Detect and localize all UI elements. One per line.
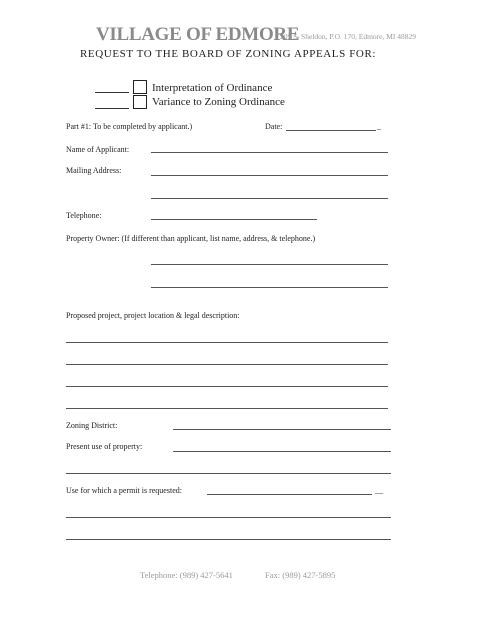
variance-option-label: Variance to Zoning Ordinance (152, 96, 285, 108)
telephone-label: Telephone: (66, 211, 102, 220)
telephone-field[interactable] (151, 219, 317, 220)
present-use-field-2[interactable] (66, 473, 391, 474)
property-owner-field-2[interactable] (151, 287, 388, 288)
request-heading: REQUEST TO THE BOARD OF ZONING APPEALS FOR: (80, 48, 377, 60)
proposed-project-field-3[interactable] (66, 386, 388, 387)
interpretation-blank-line (95, 92, 129, 93)
mailing-address-label: Mailing Address: (66, 166, 122, 175)
name-of-applicant-field[interactable] (151, 152, 388, 153)
date-suffix: _ (377, 122, 381, 131)
present-use-label: Present use of property: (66, 442, 143, 451)
property-owner-label: Property Owner: (If different than applicant, list name, address, & telephone.) (66, 234, 316, 243)
proposed-project-field-1[interactable] (66, 342, 388, 343)
footer-fax: Fax: (989) 427-5895 (265, 570, 336, 580)
mailing-address-field-2[interactable] (151, 198, 388, 199)
mailing-address-field-1[interactable] (151, 175, 388, 176)
permit-use-label: Use for which a permit is requested: (66, 486, 182, 495)
proposed-project-field-2[interactable] (66, 364, 388, 365)
present-use-field-1[interactable] (173, 451, 391, 452)
interpretation-checkbox[interactable] (133, 80, 147, 94)
permit-use-field-2[interactable] (66, 517, 391, 518)
permit-use-field[interactable] (207, 494, 372, 495)
zoning-district-label: Zoning District: (66, 421, 118, 430)
date-field[interactable] (286, 130, 376, 131)
village-title: VILLAGE OF EDMORE (96, 24, 300, 45)
property-owner-field-1[interactable] (151, 264, 388, 265)
permit-use-field-3[interactable] (66, 539, 391, 540)
date-label: Date: (265, 122, 283, 131)
proposed-project-label: Proposed project, project location & legal description: (66, 311, 240, 320)
village-address: 209 S. Sheldon, P.O. 170, Edmore, MI 48829 (280, 32, 417, 41)
variance-checkbox[interactable] (133, 95, 147, 109)
name-of-applicant-label: Name of Applicant: (66, 145, 130, 154)
permit-use-suffix: __ (375, 486, 383, 495)
interpretation-option-label: Interpretation of Ordinance (152, 82, 273, 94)
proposed-project-field-4[interactable] (66, 408, 388, 409)
zoning-district-field[interactable] (173, 429, 391, 430)
part1-label: Part #1: To be completed by applicant.) (66, 122, 193, 131)
variance-blank-line (95, 108, 129, 109)
footer-telephone: Telephone: (989) 427-5641 (140, 570, 233, 580)
